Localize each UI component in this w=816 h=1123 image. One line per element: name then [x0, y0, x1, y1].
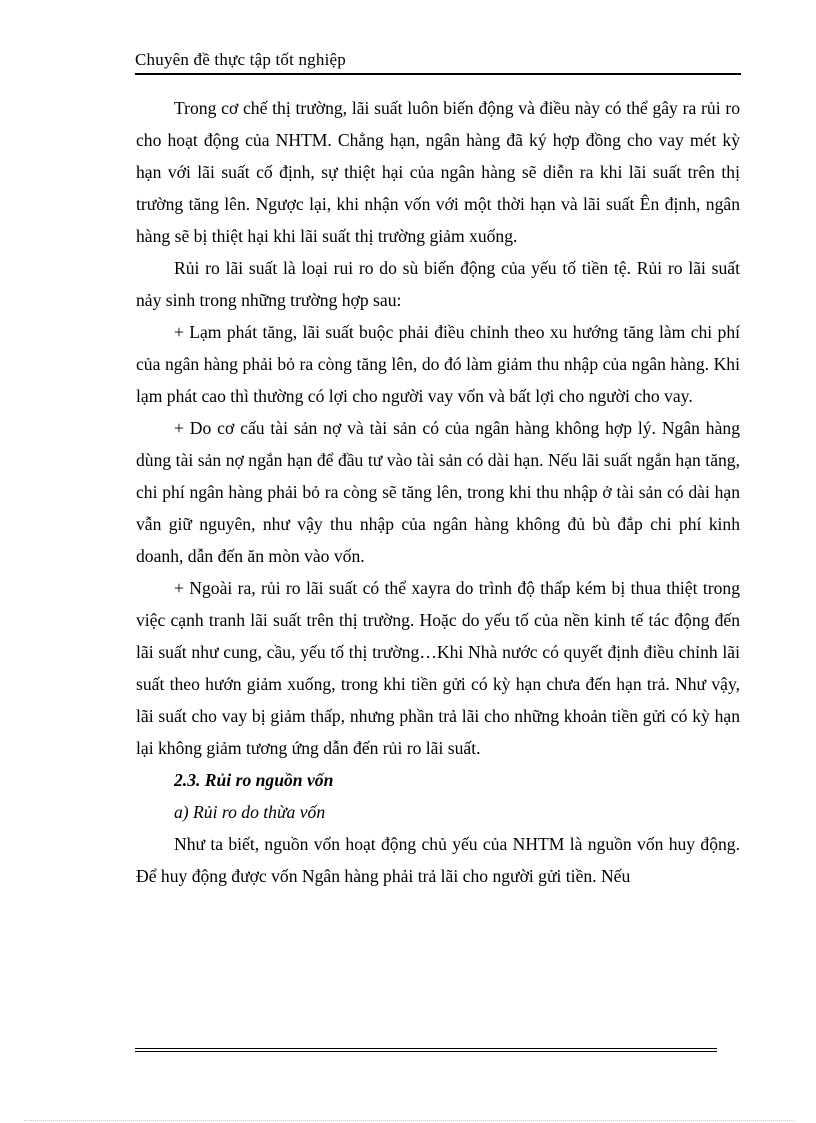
header-divider: [135, 73, 741, 75]
footer-divider-bottom: [135, 1051, 717, 1052]
page-header-title: Chuyên đề thực tập tốt nghiệp: [135, 50, 346, 69]
paragraph-other-causes: + Ngoài ra, rủi ro lãi suất có thể xayra do trình độ thấp kém bị thua thiệt trong việc cạnh tranh lãi suất trên thị trường. Hoặc do yếu tố của nền kinh tế tác động đến lãi suất như cung, cầu, yếu tố thị trường…Khi Nhà nước có quyết định điều chỉnh lãi suất theo hướn giảm xuống, trong khi tiền gửi có kỳ hạn chưa đến hạn trả. Như vậy, lãi suất cho vay bị giảm thấp, nhưng phần trả lãi cho những khoản tiền gửi có kỳ hạn lại không giảm tương ứng dẫn đến rủi ro lãi suất.: [136, 578, 740, 758]
document-body: [136, 92, 740, 892]
footer-divider-top: [135, 1048, 717, 1049]
paragraph-asset-liability-structure: + Do cơ cấu tài sản nợ và tài sản có của ngân hàng không hợp lý. Ngân hàng dùng tài sản nợ ngắn hạn để đầu tư vào tài sản có dài hạn. Nếu lãi suất ngắn hạn tăng, chi phí ngân hàng phải bỏ ra còng sẽ tăng lên, trong khi thu nhập ở tài sản có dài hạn vẫn giữ nguyên, như vậy thu nhập của ngân hàng không đủ bù đắp chi phí kinh doanh, dẫn đến ăn mòn vào vốn.: [136, 418, 740, 566]
paragraph-interest-rate-risk-definition: Rủi ro lãi suất là loại rui ro do sù biến động của yếu tố tiền tệ. Rủi ro lãi suất nảy sinh trong những trường hợp sau:: [136, 258, 740, 310]
paragraph-funding-source: Như ta biết, nguồn vốn hoạt động chủ yếu của NHTM là nguồn vốn huy động. Để huy động được vốn Ngân hàng phải trả lãi cho người gửi tiền. Nếu: [136, 834, 740, 886]
paragraph-inflation: + Lạm phát tăng, lãi suất buộc phải điều chỉnh theo xu hướng tăng làm chi phí của ngân hàng phải bỏ ra còng tăng lên, do đó làm giảm thu nhập của ngân hàng. Khi lạm phát cao thì thường có lợi cho người vay vốn và bất lợi cho người cho vay.: [136, 322, 740, 406]
paragraph-interest-rate-volatility: Trong cơ chế thị trường, lãi suất luôn biến động và điều này có thể gây ra rủi ro cho hoạt động của NHTM. Chẳng hạn, ngân hàng đã ký hợp đồng cho vay mét kỳ hạn với lãi suất cố định, sự thiệt hại của ngân hàng sẽ diễn ra khi lãi suất trên thị trường tăng lên. Ngược lại, khi nhận vốn với một thời hạn và lãi suất Ên định, ngân hàng sẽ bị thiệt hại khi lãi suất thị trường giảm xuống.: [136, 98, 740, 246]
section-heading-funding-risk: 2.3. Rủi ro nguồn vốn: [174, 770, 334, 790]
subsection-heading-excess-funds: a) Rủi ro do thừa vốn: [174, 802, 326, 822]
page-bottom-edge: [24, 1120, 794, 1121]
